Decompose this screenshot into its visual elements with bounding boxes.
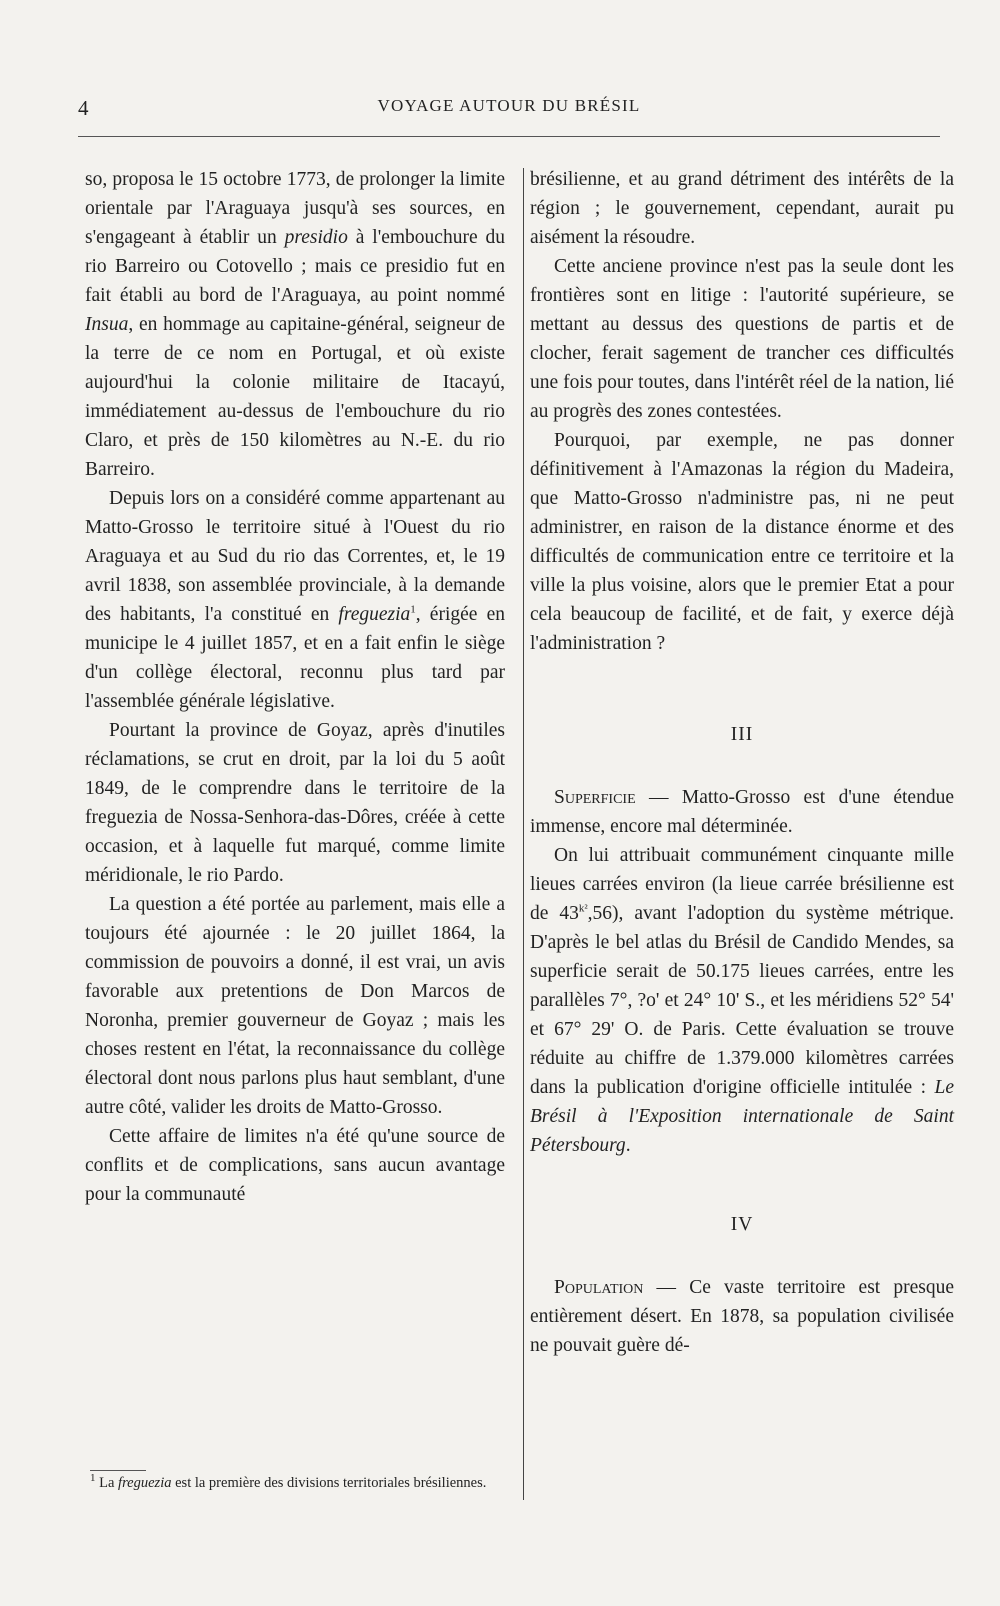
- section-heading-iv: IV: [730, 1214, 754, 1235]
- text-run: , en hommage au capitaine-général, seigneur de la terre de ce nom en Portugal, et où existe aujourd'hui la colonie militaire de Itacayú, immédiatement au-dessus de l'embouchure du rio Claro, et près de 150 kilomètres au N.-E. du rio Barreiro.: [85, 314, 505, 480]
- italic-term: freguezia: [338, 604, 411, 625]
- text-run: .: [625, 1135, 631, 1156]
- paragraph: Pourtant la province de Goyaz, après d'inutiles réclamations, se crut en droit, par la loi du 5 août 1849, de le comprendre dans le territoire de la freguezia de Nossa-Senhora-das-Dôres, créée à cette occasion, et à laquelle fut marqué, comme limite méridionale, le rio Pardo.: [85, 720, 505, 886]
- italic-title: Le Brésil à l'Exposition internationale de Saint Pétersbourg: [530, 1077, 954, 1156]
- paragraph: [530, 841, 954, 1160]
- paragraph: [85, 484, 505, 716]
- text-run: La: [95, 1475, 119, 1491]
- text-run: est la première des divisions territoriales brésiliennes.: [171, 1475, 487, 1491]
- right-column: [530, 165, 954, 1360]
- superscript: k²: [578, 902, 588, 915]
- text-run: ,56), avant l'adoption du système métrique. D'après le bel atlas du Brésil de Candido Mendes, sa superficie serait de 50.175 lieues carrées, entre les parallèles 7°, ?o' et 24° 10' S., et les méridiens 52° 54' et 67° 29' O. de Paris. Cette évaluation se trouve réduite au chiffre de 1.379.000 kilomètres carrées dans la publication d'origine officielle intitulée :: [530, 903, 954, 1098]
- paragraph: [530, 783, 954, 841]
- page-header: [78, 96, 940, 126]
- footnote: [90, 1474, 510, 1492]
- text-run: so, proposa le 15 octobre 1773, de prolonger la limite orientale par l'Araguaya jusqu'à ses sources, en s'engageant à établir un: [85, 169, 505, 248]
- text-run: — Matto-Grosso est d'une étendue immense, encore mal déterminée.: [530, 787, 954, 837]
- paragraph: La question a été portée au parlement, mais elle a toujours été ajournée : le 20 juillet 1864, la commission de pouvoirs a donné, il est vrai, un avis favorable aux pretentions de Don Marcos de Noronha, premier gouverneur de Goyaz ; mais les choses restent en l'état, la reconnaissance du collège électoral dont nous parlons plus haut semblant, d'une autre côté, valider les droits de Matto-Grosso.: [85, 894, 505, 1118]
- text-run: à l'embouchure du rio Barreiro ou Cotovello ; mais ce presidio fut en fait établi au bord de l'Araguaya, au point nommé: [85, 227, 505, 306]
- footnote-marker: 1: [410, 603, 416, 616]
- italic-term: Insua: [85, 314, 129, 335]
- text-run: , érigée en municipe le 4 juillet 1857, et en a fait enfin le siège d'un collège électoral, reconnu plus tard par l'assemblée générale législative.: [85, 604, 505, 712]
- footnote-number: 1: [90, 1472, 96, 1485]
- page-number: 4: [78, 96, 89, 120]
- paragraph: Pourquoi, par exemple, ne pas donner définitivement à l'Amazonas la région du Madeira, que Matto-Grosso n'administre pas, ni ne peut administrer, en raison de la distance énorme et des difficultés de communication entre ce territoire et la ville la plus voisine, alors que le premier Etat a pour cela beaucoup de facilité, et de fait, y exerce déjà l'administration ?: [530, 430, 954, 654]
- header-rule: [78, 136, 940, 137]
- running-title: VOYAGE AUTOUR DU BRÉSIL: [377, 96, 641, 115]
- paragraph: [85, 165, 505, 484]
- paragraph: [530, 1273, 954, 1360]
- paragraph: Cette anciene province n'est pas la seule dont les frontières sont en litige : l'autorité supérieure, se mettant au dessus des questions de partis et de clocher, ferait sagement de trancher ces difficultés une fois pour toutes, dans l'intérêt réel de la nation, lié au progrès des zones contestées.: [530, 256, 954, 422]
- paragraph: Cette affaire de limites n'a été qu'une source de conflits et de complications, sans aucun avantage pour la communauté: [85, 1126, 505, 1205]
- section-lead: Superficie: [554, 787, 636, 808]
- footnote-rule: [90, 1470, 146, 1471]
- left-column: [85, 165, 505, 1209]
- section-heading-iii: III: [730, 724, 754, 745]
- section-lead: Population: [554, 1277, 644, 1298]
- italic-term: freguezia: [118, 1475, 172, 1491]
- text-run: On lui attribuait communément cinquante mille lieues carrées environ (la lieue carrée brésilienne est de 43: [530, 845, 954, 924]
- column-divider: [523, 168, 524, 1500]
- text-run: — Ce vaste territoire est presque entièrement désert. En 1878, sa population civilisée ne pouvait guère dé-: [530, 1277, 954, 1356]
- italic-term: presidio: [284, 227, 348, 248]
- text-run: Depuis lors on a considéré comme appartenant au Matto-Grosso le territoire situé à l'Ouest du rio Araguaya et au Sud du rio das Correntes, et, le 19 avril 1838, son assemblée provinciale, à la demande des habitants, l'a constitué en: [85, 488, 505, 625]
- paragraph: brésilienne, et au grand détriment des intérêts de la région ; le gouvernement, cependant, aurait pu aisément la résoudre.: [530, 169, 954, 248]
